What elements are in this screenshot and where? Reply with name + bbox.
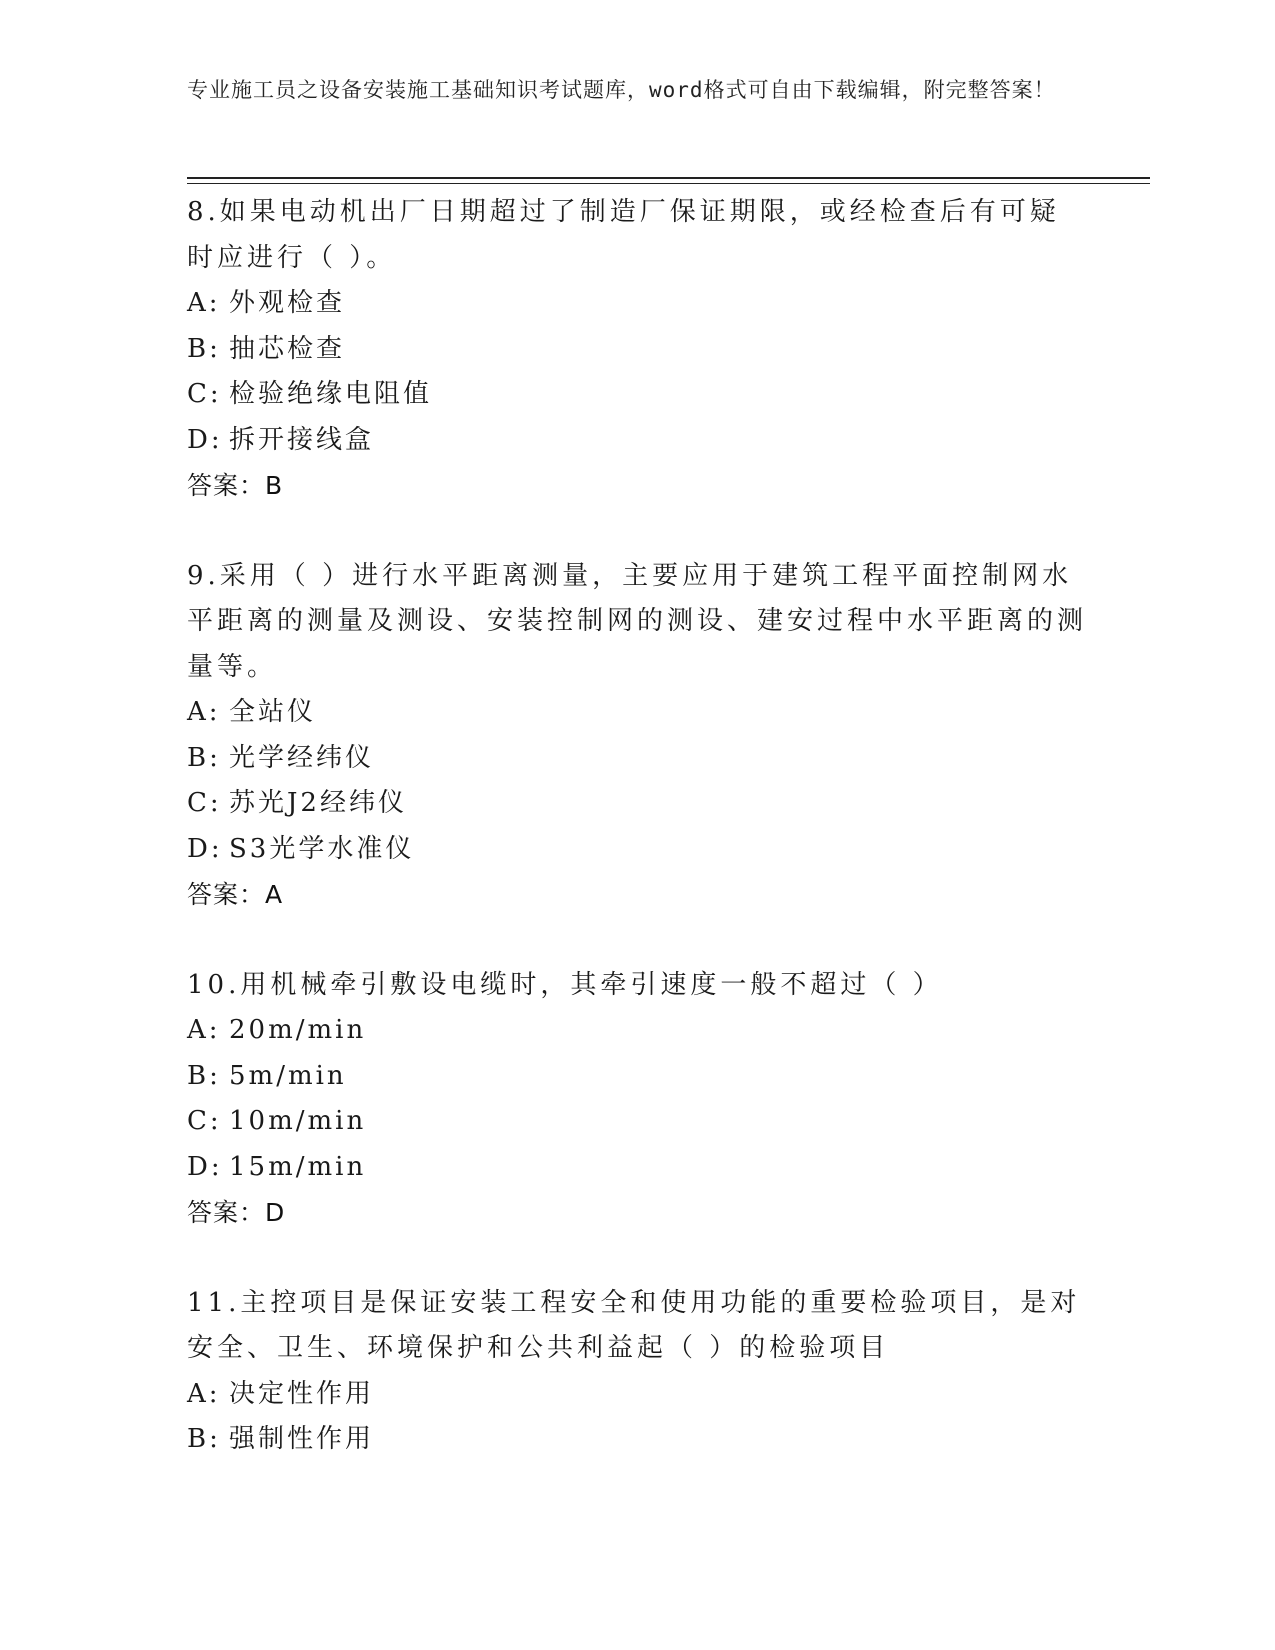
option-letter: A: <box>187 1378 221 1409</box>
option-c <box>187 781 1087 827</box>
option-text: 检验绝缘电阻值 <box>229 379 433 409</box>
answer-line: 答案：B <box>187 471 284 500</box>
option-text: 强制性作用 <box>229 1424 375 1454</box>
option-c <box>187 1099 1087 1145</box>
option-b <box>187 736 1087 782</box>
option-text: 10m/min <box>229 1106 367 1136</box>
option-letter: A: <box>187 288 221 318</box>
question-9 <box>187 554 1087 918</box>
option-letter: C: <box>187 379 222 409</box>
option-c <box>187 372 1087 418</box>
option-d <box>187 1145 1087 1191</box>
header-rule-thin <box>187 183 1150 184</box>
question-11 <box>187 1281 1087 1463</box>
option-d <box>187 418 1087 464</box>
option-b <box>187 1054 1087 1100</box>
option-letter: B: <box>187 1060 221 1091</box>
option-a <box>187 281 1087 327</box>
option-text: 拆开接线盒 <box>229 424 375 455</box>
option-letter: B: <box>187 742 221 773</box>
option-text: 全站仪 <box>229 697 317 727</box>
option-a <box>187 1372 1087 1418</box>
header-rule-thick <box>187 177 1150 179</box>
question-text: 9.采用（ ）进行水平距离测量，主要应用于建筑工程平面控制网水平距离的测量及测设、安装控制网的测设、建安过程中水平距离的测量等。 <box>187 560 1088 682</box>
option-b <box>187 1417 1087 1463</box>
option-letter: D: <box>187 424 223 455</box>
option-text: 5m/min <box>229 1060 347 1091</box>
option-text: 苏光J2经纬仪 <box>229 788 407 818</box>
question-list <box>187 190 1087 1463</box>
option-text: 决定性作用 <box>229 1378 375 1409</box>
option-letter: B: <box>187 333 221 364</box>
question-8 <box>187 190 1087 509</box>
question-gap <box>187 509 1087 554</box>
option-b <box>187 327 1087 373</box>
option-d <box>187 827 1087 873</box>
option-letter: A: <box>187 1015 221 1045</box>
option-letter: D: <box>187 1151 223 1182</box>
option-text: 光学经纬仪 <box>229 742 375 773</box>
option-text: 20m/min <box>229 1015 367 1045</box>
option-text: 外观检查 <box>229 288 346 318</box>
option-text: 15m/min <box>229 1151 367 1182</box>
document-header: 专业施工员之设备安装施工基础知识考试题库，word格式可自由下载编辑，附完整答案！ <box>187 78 1056 102</box>
answer-line: 答案：A <box>187 880 284 909</box>
option-text: S3光学水准仪 <box>229 833 415 864</box>
question-text: 8.如果电动机出厂日期超过了制造厂保证期限，或经检查后有可疑时应进行（ ）。 <box>187 197 1060 273</box>
question-gap <box>187 1236 1087 1281</box>
question-text: 10.用机械牵引敷设电缆时，其牵引速度一般不超过（ ） <box>187 969 943 1000</box>
option-letter: B: <box>187 1424 221 1454</box>
answer-line: 答案：D <box>187 1198 286 1227</box>
option-letter: D: <box>187 833 223 864</box>
option-letter: C: <box>187 788 222 818</box>
question-text: 11.主控项目是保证安装工程安全和使用功能的重要检验项目，是对安全、卫生、环境保护和公共利益起（ ）的检验项目 <box>187 1287 1081 1363</box>
option-a <box>187 690 1087 736</box>
option-a <box>187 1008 1087 1054</box>
option-letter: C: <box>187 1106 222 1136</box>
question-gap <box>187 918 1087 963</box>
question-10 <box>187 963 1087 1236</box>
option-letter: A: <box>187 697 221 727</box>
option-text: 抽芯检查 <box>229 333 346 364</box>
